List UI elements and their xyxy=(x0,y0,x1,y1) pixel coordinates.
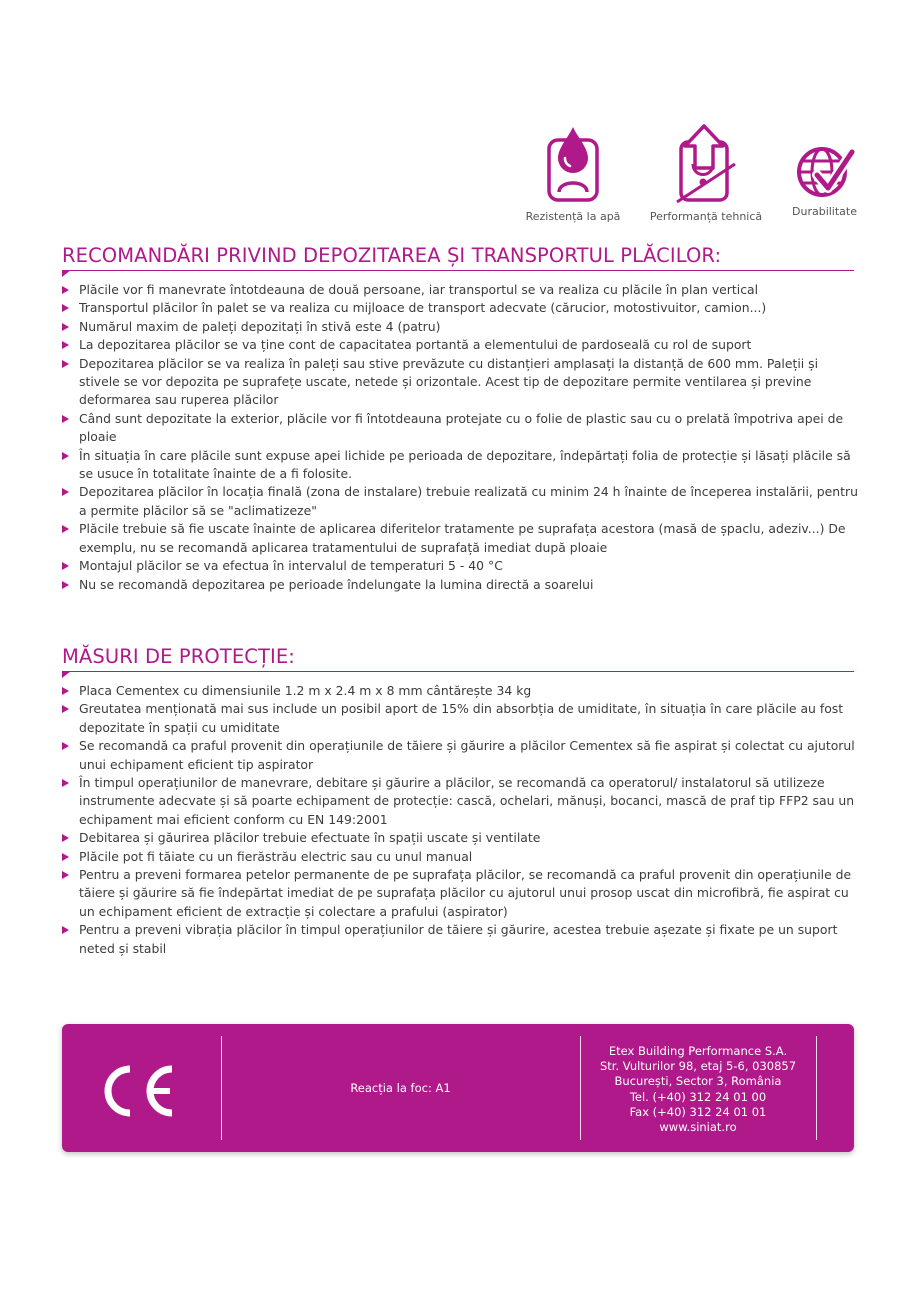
company-street: Str. Vulturilor 98, etaj 5-6, 030857 xyxy=(599,1059,797,1074)
footer-divider xyxy=(816,1036,817,1140)
feature-label: Performanță tehnică xyxy=(649,210,763,223)
company-city: București, Sector 3, România xyxy=(614,1074,782,1089)
footer-banner xyxy=(62,1024,854,1152)
list-item: Pentru a preveni formarea petelor permanente de pe suprafața plăcilor, se recomandă ca praful provenit din operațiunile de tăiere și găurire să fie îndepărtat imediat de pe suprafața plăcilor cu ajutorul unui prosop uscat din microfibră, fie aspirat cu un echipament eficient de extracție și colectare a prafului (aspirator) xyxy=(62,866,862,921)
section-divider xyxy=(62,270,854,271)
company-address xyxy=(580,1044,816,1135)
section-divider-corner xyxy=(62,270,71,277)
list-item: Montajul plăcilor se va efectua în intervalul de temperaturi 5 - 40 °C xyxy=(62,557,862,575)
list-item: Plăcile trebuie să fie uscate înainte de aplicarea diferitelor tratamente pe suprafața acestora (masă de șpaclu, adeziv...) De exemplu, nu se recomandă aplicarea tratamentului de suprafață imediat după ploaie xyxy=(62,520,862,557)
list-item: Depozitarea plăcilor se va realiza în paleți sau stive prevăzute cu distanțieri amplasați la distanță de 600 mm. Paleții și stivele se vor depozita pe suprafețe uscate, netede și orizontale. Acest tip de depozitare permite ventilarea și previne deformarea sau ruperea plăcilor xyxy=(62,355,862,410)
company-phone: Tel. (+40) 312 24 01 00 xyxy=(629,1089,767,1104)
storage-section-title: RECOMANDĂRI PRIVIND DEPOZITAREA ȘI TRANSPORTUL PLĂCILOR: xyxy=(62,244,722,267)
list-item: Numărul maxim de paleți depozitați în stivă este 4 (patru) xyxy=(62,318,862,336)
list-item: Plăcile pot fi tăiate cu un fierăstrău electric sau cu unul manual xyxy=(62,848,862,866)
list-item: În timpul operațiunilor de manevrare, debitare și găurire a plăcilor, se recomandă ca operatorul/ instalatorul să utilizeze instrumente adecvate și să poarte echipament de protecție: cască, ochelari, mănuși, bocanci, mască de praf tip FFP2 sau un echipament mai eficient conform cu EN 149:2001 xyxy=(62,774,862,829)
company-fax: Fax (+40) 312 24 01 01 xyxy=(629,1104,767,1119)
feature-label: Durabilitate xyxy=(792,205,857,218)
list-item: În situația în care plăcile sunt expuse apei lichide pe perioada de depozitare, îndepărtați folia de protecție și lăsați plăcile să se usuce în totalitate înainte de a fi folosite. xyxy=(62,447,862,484)
water-resistance-icon xyxy=(545,124,601,204)
feature-durability xyxy=(784,124,865,218)
list-item: Greutatea menționată mai sus include un posibil aport de 15% din absorbția de umiditate, în situația în care plăcile au fost depozitate în spații cu umiditate xyxy=(62,700,862,737)
list-item: Transportul plăcilor în palet se va realiza cu mijloace de transport adecvate (cărucior, motostivuitor, camion...) xyxy=(62,299,862,317)
company-name: Etex Building Performance S.A. xyxy=(608,1044,788,1058)
list-item: Când sunt depozitate la exterior, plăcile vor fi întotdeauna protejate cu o folie de plastic sau cu o prelată împotriva apei de ploaie xyxy=(62,410,862,447)
list-item: Placa Cementex cu dimensiunile 1.2 m x 2.4 m x 8 mm cântărește 34 kg xyxy=(62,682,862,700)
ce-mark-icon xyxy=(98,1064,176,1118)
section-divider-corner xyxy=(62,671,71,678)
list-item: Plăcile vor fi manevrate întotdeauna de două persoane, iar transportul se va realiza cu plăcile în plan vertical xyxy=(62,281,862,299)
list-item: Depozitarea plăcilor în locația finală (zona de instalare) trebuie realizată cu minim 24 h înainte de începerea instalării, pentru a permite plăcilor să se "aclimatizeze" xyxy=(62,483,862,520)
list-item: Se recomandă ca praful provenit din operațiunile de tăiere și găurire a plăcilor Cementex să fie aspirat și colectat cu ajutorul unui echipament eficient tip aspirator xyxy=(62,737,862,774)
protection-measures-list xyxy=(62,682,862,958)
list-item: Nu se recomandă depozitarea pe perioade îndelungate la lumina directă a soarelui xyxy=(62,576,862,594)
feature-icons xyxy=(520,124,865,234)
protection-section-title: MĂSURI DE PROTECȚIE: xyxy=(62,645,295,668)
company-website[interactable]: www.siniat.ro xyxy=(659,1120,737,1135)
feature-water-resistance xyxy=(520,124,626,223)
storage-recommendations-list xyxy=(62,281,862,594)
list-item: Pentru a preveni vibrația plăcilor în timpul operațiunilor de tăiere și găurire, acestea trebuie așezate și fixate pe un suport neted și stabil xyxy=(62,921,862,958)
technical-performance-icon xyxy=(675,124,737,204)
fire-reaction-class: Reacția la foc: A1 xyxy=(350,1081,451,1095)
feature-technical-performance xyxy=(642,124,770,223)
feature-label: Rezistență la apă xyxy=(525,210,621,223)
durability-icon xyxy=(795,142,855,202)
list-item: La depozitarea plăcilor se va ține cont de capacitatea portantă a elementului de pardoseală cu rol de suport xyxy=(62,336,862,354)
section-divider xyxy=(62,671,854,672)
list-item: Debitarea și găurirea plăcilor trebuie efectuate în spații uscate și ventilate xyxy=(62,829,862,847)
